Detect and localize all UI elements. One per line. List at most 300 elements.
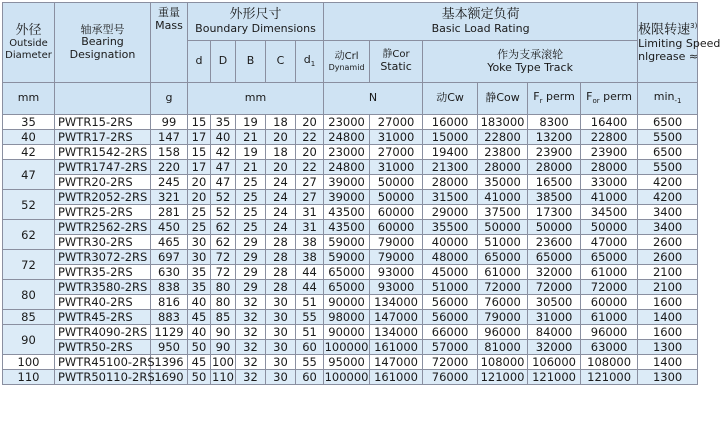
dim-B-cell: 21	[236, 130, 266, 145]
fr-perm-cell: 28000	[528, 160, 581, 175]
dim-C-cell: 30	[266, 355, 296, 370]
mass-cell: 281	[151, 205, 188, 220]
static-rating-cell: 161000	[370, 370, 423, 385]
mass-cell: 630	[151, 265, 188, 280]
outside-diameter-cell: 40	[3, 130, 55, 145]
unit-n: N	[324, 83, 423, 115]
dim-C-cell: 28	[266, 280, 296, 295]
dim-d1-cell: 55	[296, 310, 324, 325]
yoke-static-cell: 51000	[478, 235, 528, 250]
yoke-dynamic-cell: 66000	[423, 325, 478, 340]
yoke-static-cell: 96000	[478, 325, 528, 340]
fr-perm-cell: 84000	[528, 325, 581, 340]
bearing-designation-cell: PWTR15-2RS	[55, 115, 151, 130]
dim-D-cell: 52	[211, 205, 236, 220]
yoke-dynamic-cell: 48000	[423, 250, 478, 265]
limiting-speed-cell: 1400	[638, 355, 698, 370]
dim-d1-cell: 60	[296, 340, 324, 355]
dim-d-cell: 35	[188, 280, 211, 295]
for-perm-cell: 121000	[581, 370, 638, 385]
table-row	[3, 280, 698, 295]
for-perm-cell: 16400	[581, 115, 638, 130]
fr-perm-cell: 106000	[528, 355, 581, 370]
yoke-static-cell: 108000	[478, 355, 528, 370]
dim-D-cell: 90	[211, 325, 236, 340]
dim-d1-cell: 38	[296, 250, 324, 265]
yoke-static-cell: 81000	[478, 340, 528, 355]
dim-B-cell: 19	[236, 145, 266, 160]
fr-perm-cell: 32000	[528, 265, 581, 280]
dynamic-rating-cell: 65000	[324, 280, 370, 295]
limiting-speed-cell: 2100	[638, 265, 698, 280]
table-row	[3, 220, 698, 235]
dim-D-header: D	[211, 41, 236, 83]
mass-cell: 158	[151, 145, 188, 160]
outside-diameter-cell: 85	[3, 310, 55, 325]
mass-header: 重量 Mass	[151, 3, 188, 83]
static-rating-cell: 147000	[370, 310, 423, 325]
boundary-dimensions-header: 外形尺寸 Boundary Dimensions	[188, 3, 324, 41]
dim-B-header: B	[236, 41, 266, 83]
static-rating-cell: 27000	[370, 115, 423, 130]
mass-cell: 1396	[151, 355, 188, 370]
fr-perm-cell: 31000	[528, 310, 581, 325]
dim-C-header: C	[266, 41, 296, 83]
dim-C-cell: 30	[266, 340, 296, 355]
dim-C-cell: 28	[266, 250, 296, 265]
table-row	[3, 145, 698, 160]
for-perm-cell: 22800	[581, 130, 638, 145]
bearing-spec-sheet	[2, 2, 720, 385]
mass-cell: 1690	[151, 370, 188, 385]
limiting-speed-cell: 2100	[638, 280, 698, 295]
mass-cell: 838	[151, 280, 188, 295]
yoke-static-cell: 22800	[478, 130, 528, 145]
table-row	[3, 310, 698, 325]
limiting-speed-cell: 2600	[638, 235, 698, 250]
dim-D-cell: 42	[211, 145, 236, 160]
dim-d1-cell: 44	[296, 280, 324, 295]
dim-d1-cell: 51	[296, 295, 324, 310]
table-row	[3, 160, 698, 175]
yoke-static-cell: 23800	[478, 145, 528, 160]
dim-d1-cell: 22	[296, 130, 324, 145]
mass-cell: 697	[151, 250, 188, 265]
fr-perm-cell: 65000	[528, 250, 581, 265]
dynamic-rating-header: 动Crl Dynamid	[324, 41, 370, 83]
designation-header: 轴承型号 Bearing Designation	[55, 3, 151, 83]
outside-diameter-cell: 110	[3, 370, 55, 385]
yoke-track-header: 作为支承滚轮 Yoke Type Track	[423, 41, 638, 83]
dynamic-rating-cell: 59000	[324, 250, 370, 265]
dim-d1-cell: 44	[296, 265, 324, 280]
bearing-designation-cell: PWTR50110-2RS	[55, 370, 151, 385]
dim-B-cell: 32	[236, 340, 266, 355]
dynamic-rating-cell: 23000	[324, 115, 370, 130]
dim-d-cell: 40	[188, 295, 211, 310]
limiting-speed-cell: 5500	[638, 130, 698, 145]
mass-cell: 1129	[151, 325, 188, 340]
dim-C-cell: 28	[266, 235, 296, 250]
dim-B-cell: 29	[236, 235, 266, 250]
dim-d-cell: 30	[188, 235, 211, 250]
unit-mm-dims: mm	[188, 83, 324, 115]
dim-d-cell: 25	[188, 220, 211, 235]
dim-d1-cell: 20	[296, 115, 324, 130]
yoke-static-cell: 76000	[478, 295, 528, 310]
dim-d1-cell: 51	[296, 325, 324, 340]
static-rating-cell: 79000	[370, 250, 423, 265]
static-rating-cell: 60000	[370, 220, 423, 235]
limiting-speed-cell: 1400	[638, 310, 698, 325]
dim-d-cell: 30	[188, 250, 211, 265]
limiting-speed-header: 极限转速$^{3)}$ Limiting Speed nlgrease ≈	[638, 3, 698, 83]
yoke-static-cell: 121000	[478, 370, 528, 385]
dynamic-rating-cell: 39000	[324, 190, 370, 205]
dim-B-cell: 29	[236, 250, 266, 265]
table-row	[3, 115, 698, 130]
dim-d-cell: 45	[188, 355, 211, 370]
outside-diameter-cell: 47	[3, 160, 55, 190]
fr-perm-cell: 50000	[528, 220, 581, 235]
static-rating-cell: 93000	[370, 265, 423, 280]
outside-diameter-cell: 100	[3, 355, 55, 370]
fr-perm-cell: 17300	[528, 205, 581, 220]
dim-d1-cell: 22	[296, 160, 324, 175]
static-rating-cell: 134000	[370, 295, 423, 310]
table-row	[3, 250, 698, 265]
dim-B-cell: 21	[236, 160, 266, 175]
dim-d-header: d	[188, 41, 211, 83]
static-rating-cell: 147000	[370, 355, 423, 370]
mass-cell: 465	[151, 235, 188, 250]
table-row	[3, 130, 698, 145]
yoke-static-cell: 183000	[478, 115, 528, 130]
bearing-designation-cell: PWTR17-2RS	[55, 130, 151, 145]
dynamic-rating-cell: 24800	[324, 160, 370, 175]
outside-diameter-cell: 35	[3, 115, 55, 130]
bearing-designation-cell: PWTR45100-2RS	[55, 355, 151, 370]
mass-cell: 883	[151, 310, 188, 325]
bearing-designation-cell: PWTR30-2RS	[55, 235, 151, 250]
dim-d-cell: 50	[188, 340, 211, 355]
dim-d1-cell: 31	[296, 220, 324, 235]
mass-cell: 99	[151, 115, 188, 130]
dim-d-cell: 20	[188, 190, 211, 205]
limiting-speed-cell: 4200	[638, 175, 698, 190]
for-perm-cell: 47000	[581, 235, 638, 250]
dynamic-rating-cell: 43500	[324, 205, 370, 220]
dim-B-cell: 25	[236, 190, 266, 205]
spec-table-body	[3, 115, 698, 385]
unit-speed: $\min_{-1}$	[638, 83, 698, 115]
dim-d-cell: 17	[188, 160, 211, 175]
mass-cell: 450	[151, 220, 188, 235]
yoke-static-cell: 28000	[478, 160, 528, 175]
unit-for-perm: $F_{or}$ perm	[581, 83, 638, 115]
static-rating-cell: 31000	[370, 130, 423, 145]
limiting-speed-cell: 1300	[638, 340, 698, 355]
dim-d-cell: 25	[188, 205, 211, 220]
dim-B-cell: 32	[236, 295, 266, 310]
basic-load-rating-header: 基本额定负荷 Basic Load Rating	[324, 3, 638, 41]
limiting-speed-cell: 1300	[638, 370, 698, 385]
dim-D-cell: 52	[211, 190, 236, 205]
yoke-dynamic-cell: 40000	[423, 235, 478, 250]
dim-D-cell: 80	[211, 280, 236, 295]
bearing-designation-cell: PWTR3580-2RS	[55, 280, 151, 295]
dim-C-cell: 30	[266, 325, 296, 340]
dim-C-cell: 18	[266, 145, 296, 160]
table-row	[3, 235, 698, 250]
outside-diameter-cell: 52	[3, 190, 55, 220]
for-perm-cell: 23900	[581, 145, 638, 160]
unit-cow: 静Cow	[478, 83, 528, 115]
unit-cw: 动Cw	[423, 83, 478, 115]
yoke-static-cell: 72000	[478, 280, 528, 295]
static-rating-cell: 93000	[370, 280, 423, 295]
yoke-dynamic-cell: 35500	[423, 220, 478, 235]
table-row	[3, 340, 698, 355]
yoke-dynamic-cell: 57000	[423, 340, 478, 355]
dim-C-cell: 30	[266, 370, 296, 385]
for-perm-cell: 28000	[581, 160, 638, 175]
for-perm-cell: 63000	[581, 340, 638, 355]
dim-d-cell: 20	[188, 175, 211, 190]
dim-C-cell: 20	[266, 130, 296, 145]
yoke-dynamic-cell: 16000	[423, 115, 478, 130]
dim-D-cell: 100	[212, 355, 234, 369]
fr-perm-cell: 23900	[528, 145, 581, 160]
yoke-dynamic-cell: 72000	[423, 355, 478, 370]
dim-D-cell: 62	[211, 220, 236, 235]
unit-g: g	[151, 83, 188, 115]
for-perm-cell: 60000	[581, 295, 638, 310]
mass-cell: 245	[151, 175, 188, 190]
limiting-speed-cell: 3400	[638, 205, 698, 220]
outside-diameter-cell: 80	[3, 280, 55, 310]
dim-D-cell: 47	[211, 160, 236, 175]
dim-d-cell: 50	[188, 370, 211, 385]
dynamic-rating-cell: 39000	[324, 175, 370, 190]
mass-cell: 950	[151, 340, 188, 355]
dim-C-cell: 18	[266, 115, 296, 130]
dim-B-cell: 32	[236, 370, 266, 385]
dim-d1-cell: 27	[296, 190, 324, 205]
table-row	[3, 265, 698, 280]
static-rating-cell: 79000	[370, 235, 423, 250]
bearing-designation-cell: PWTR25-2RS	[55, 205, 151, 220]
mass-cell: 220	[151, 160, 188, 175]
dim-B-cell: 29	[236, 280, 266, 295]
dim-d1-cell: 55	[296, 355, 324, 370]
dim-C-cell: 24	[266, 220, 296, 235]
fr-perm-cell: 121000	[528, 370, 581, 385]
dim-B-cell: 29	[236, 265, 266, 280]
dim-B-cell: 25	[236, 175, 266, 190]
for-perm-cell: 61000	[581, 265, 638, 280]
dim-d-cell: 45	[188, 310, 211, 325]
for-perm-cell: 108000	[581, 355, 638, 370]
mass-cell: 147	[151, 130, 188, 145]
yoke-dynamic-cell: 56000	[423, 310, 478, 325]
fr-perm-cell: 16500	[528, 175, 581, 190]
dim-C-cell: 30	[266, 295, 296, 310]
static-rating-cell: 50000	[370, 190, 423, 205]
dim-D-cell: 62	[211, 235, 236, 250]
bearing-designation-cell: PWTR40-2RS	[55, 295, 151, 310]
fr-perm-cell: 72000	[528, 280, 581, 295]
dim-D-cell: 85	[211, 310, 236, 325]
dim-C-cell: 20	[266, 160, 296, 175]
dim-d-cell: 35	[188, 265, 211, 280]
dynamic-rating-cell: 90000	[324, 325, 370, 340]
dim-B-cell: 32	[236, 310, 266, 325]
bearing-designation-cell: PWTR2562-2RS	[55, 220, 151, 235]
outside-diameter-cell: 62	[3, 220, 55, 250]
yoke-dynamic-cell: 21300	[423, 160, 478, 175]
yoke-static-cell: 61000	[478, 265, 528, 280]
for-perm-cell: 72000	[581, 280, 638, 295]
yoke-dynamic-cell: 19400	[423, 145, 478, 160]
unit-blank	[55, 83, 151, 115]
yoke-dynamic-cell: 15000	[423, 130, 478, 145]
static-rating-cell: 50000	[370, 175, 423, 190]
dim-D-cell: 40	[211, 130, 236, 145]
outside-diameter-cell: 72	[3, 250, 55, 280]
mass-cell: 321	[151, 190, 188, 205]
dim-C-cell: 30	[266, 310, 296, 325]
dim-D-cell: 72	[211, 250, 236, 265]
dim-d1-header: $d_1$	[296, 41, 324, 83]
static-rating-cell: 27000	[370, 145, 423, 160]
limiting-speed-cell: 6500	[638, 145, 698, 160]
limiting-speed-cell: 1600	[638, 295, 698, 310]
dim-D-cell: 47	[211, 175, 236, 190]
limiting-speed-cell: 3400	[638, 220, 698, 235]
bearing-designation-cell: PWTR20-2RS	[55, 175, 151, 190]
for-perm-cell: 41000	[581, 190, 638, 205]
table-row	[3, 175, 698, 190]
bearing-designation-cell: PWTR45-2RS	[55, 310, 151, 325]
for-perm-cell: 65000	[581, 250, 638, 265]
dim-B-cell: 25	[236, 205, 266, 220]
dim-d1-cell: 60	[296, 370, 324, 385]
yoke-dynamic-cell: 76000	[423, 370, 478, 385]
dynamic-rating-cell: 95000	[324, 355, 370, 370]
outside-diameter-cell: 90	[3, 325, 55, 355]
yoke-static-cell: 79000	[478, 310, 528, 325]
dim-B-cell: 32	[236, 325, 266, 340]
for-perm-cell: 50000	[581, 220, 638, 235]
bearing-designation-cell: PWTR3072-2RS	[55, 250, 151, 265]
limiting-speed-cell: 1600	[638, 325, 698, 340]
bearing-designation-cell: PWTR1747-2RS	[55, 160, 151, 175]
limiting-speed-cell: 5500	[638, 160, 698, 175]
table-row	[3, 190, 698, 205]
dynamic-rating-cell: 59000	[324, 235, 370, 250]
dim-B-cell: 19	[236, 115, 266, 130]
static-rating-cell: 134000	[370, 325, 423, 340]
dim-C-cell: 24	[266, 205, 296, 220]
dynamic-rating-cell: 24800	[324, 130, 370, 145]
dim-D-cell: 72	[211, 265, 236, 280]
static-rating-cell: 161000	[370, 340, 423, 355]
limiting-speed-cell: 6500	[638, 115, 698, 130]
dynamic-rating-cell: 23000	[324, 145, 370, 160]
table-row	[3, 205, 698, 220]
dim-d1-cell: 20	[296, 145, 324, 160]
fr-perm-cell: 32000	[528, 340, 581, 355]
yoke-static-cell: 41000	[478, 190, 528, 205]
table-row	[3, 325, 698, 340]
dim-D-cell: 110	[212, 370, 234, 384]
dim-C-cell: 24	[266, 190, 296, 205]
limiting-speed-cell: 4200	[638, 190, 698, 205]
static-rating-header: 静Cor Static	[370, 41, 423, 83]
dim-D-cell: 80	[211, 295, 236, 310]
unit-mm-od: mm	[3, 83, 55, 115]
yoke-dynamic-cell: 51000	[423, 280, 478, 295]
yoke-static-cell: 37500	[478, 205, 528, 220]
for-perm-cell: 61000	[581, 310, 638, 325]
yoke-dynamic-cell: 56000	[423, 295, 478, 310]
static-rating-cell: 60000	[370, 205, 423, 220]
yoke-dynamic-cell: 29000	[423, 205, 478, 220]
dim-d1-cell: 38	[296, 235, 324, 250]
bearing-designation-cell: PWTR35-2RS	[55, 265, 151, 280]
dynamic-rating-cell: 43500	[324, 220, 370, 235]
static-rating-cell: 31000	[370, 160, 423, 175]
fr-perm-cell: 38500	[528, 190, 581, 205]
bearing-designation-cell: PWTR50-2RS	[55, 340, 151, 355]
dim-d-cell: 40	[188, 325, 211, 340]
yoke-dynamic-cell: 31500	[423, 190, 478, 205]
dim-C-cell: 24	[266, 175, 296, 190]
dim-B-cell: 32	[236, 355, 266, 370]
dynamic-rating-cell: 98000	[324, 310, 370, 325]
bearing-designation-cell: PWTR4090-2RS	[55, 325, 151, 340]
yoke-dynamic-cell: 28000	[423, 175, 478, 190]
dim-C-cell: 28	[266, 265, 296, 280]
dynamic-rating-cell: 90000	[324, 295, 370, 310]
fr-perm-cell: 8300	[528, 115, 581, 130]
table-row	[3, 355, 698, 370]
for-perm-cell: 33000	[581, 175, 638, 190]
dim-B-cell: 25	[236, 220, 266, 235]
dim-d-cell: 15	[188, 115, 211, 130]
dim-D-cell: 90	[211, 340, 236, 355]
dynamic-rating-cell: 100000	[324, 340, 369, 354]
table-row	[3, 295, 698, 310]
mass-cell: 816	[151, 295, 188, 310]
dim-d1-cell: 27	[296, 175, 324, 190]
bearing-designation-cell: PWTR2052-2RS	[55, 190, 151, 205]
dim-D-cell: 35	[211, 115, 236, 130]
unit-fr-perm: $F_r$ perm	[528, 83, 581, 115]
fr-perm-cell: 23600	[528, 235, 581, 250]
yoke-dynamic-cell: 45000	[423, 265, 478, 280]
yoke-static-cell: 50000	[478, 220, 528, 235]
limiting-speed-cell: 2600	[638, 250, 698, 265]
fr-perm-cell: 30500	[528, 295, 581, 310]
dynamic-rating-cell: 65000	[324, 265, 370, 280]
table-row	[3, 370, 698, 385]
dim-d1-cell: 31	[296, 205, 324, 220]
dynamic-rating-cell: 100000	[324, 370, 369, 384]
outside-diameter-cell: 42	[3, 145, 55, 160]
for-perm-cell: 96000	[581, 325, 638, 340]
